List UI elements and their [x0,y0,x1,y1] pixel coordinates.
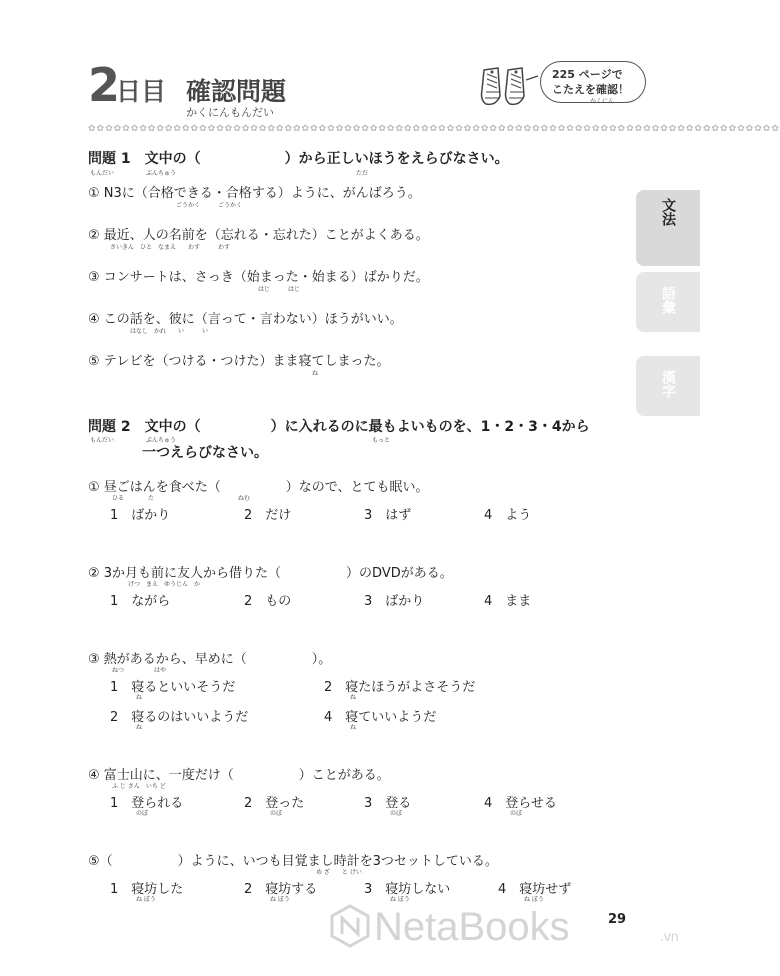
s2-q5-option-3: 3 寝坊しない [364,882,451,897]
s2-q3-option-4: 4 寝ていいようだ [324,710,437,725]
s2-q3-option-4-ruby: ね [350,724,357,731]
shoes-icon [478,66,542,110]
s2-q3-option-2-ruby: ね [350,694,357,701]
s2-question-5-ruby: め ざ と けい [316,869,362,876]
s2-question-1-ruby: ひる た ねむ [112,495,251,502]
decorative-divider: ✿✿✿✿✿✿✿✿✿✿✿✿✿✿✿✿✿✿✿✿✿✿✿✿✿✿✿✿✿✿✿✿✿✿✿✿✿✿✿✿✿✿✿✿✿✿✿✿✿✿✿✿✿✿✿✿✿✿✿✿✿✿✿✿✿✿✿✿✿✿✿✿✿✿✿✿✿✿✿✿✿ [88,124,780,134]
s2-q2-option-4: 4 まま [484,594,532,609]
page-title-reading: かくにんもんだい [186,106,274,119]
s2-question-1: ① 昼ごはんを食べた（ ）なので、とても眠い。 [88,480,429,495]
s2-question-3: ③ 熱があるから、早めに（ ）。 [88,652,332,667]
section2-title-line2: 一つえらびなさい。 [142,445,268,461]
tab-kanji-label: 漢字 [660,370,676,398]
s2-q5-option-2: 2 寝坊する [244,882,318,897]
s2-q4-option-4: 4 登らせる [484,796,557,811]
section1-ruby-mondai: もんだい [90,170,115,177]
s2-q4-option-1-ruby: のぼ [136,810,149,817]
s1-question-3-ruby: はじ はじ [258,286,301,293]
section2-ruby-mondai: もんだい [90,437,115,444]
tab-grammar-label: 文法 [660,198,676,226]
day-number: 2 [88,58,121,112]
s2-q1-option-2: 2 だけ [244,508,292,523]
s2-question-4-ruby: ふ じ さん いち ど [112,783,166,790]
s1-question-3: ③ コンサートは、さっき（始まった・始まる）ばかりだ。 [88,270,429,285]
bubble-text-line2: こたえを確認！ [552,83,629,96]
s2-q2-option-1: 1 ながら [110,594,171,609]
s2-q5-option-1: 1 寝坊した [110,882,184,897]
section1-ruby-tada: ただ [356,170,369,177]
s1-question-1: ① N3に（合格できる・合格する）ように、がんばろう。 [88,186,421,201]
watermark-text: NetaBooks [374,905,570,949]
s2-q1-option-4: 4 よう [484,508,532,523]
tab-grammar[interactable] [636,190,700,266]
section2-ruby-motto: もっと [372,437,391,444]
s2-q5-option-3-ruby: ね ぼう [390,896,410,903]
s2-q5-option-2-ruby: ね ぼう [270,896,290,903]
s2-q2-option-2: 2 もの [244,594,292,609]
s2-q4-option-3-ruby: のぼ [390,810,403,817]
tab-kanji[interactable] [636,356,700,416]
page-number: 29 [608,912,627,927]
watermark-logo-icon [330,904,370,948]
s2-q5-option-4-ruby: ね ぼう [524,896,544,903]
s2-q3-option-1: 1 寝るといいそうだ [110,680,236,695]
watermark-suffix: .vn [660,928,679,944]
tab-vocabulary[interactable] [636,272,700,332]
s2-q4-option-4-ruby: のぼ [510,810,523,817]
s1-question-5: ⑤ テレビを（つける・つけた）まま寝てしまった。 [88,354,390,369]
s2-q5-option-1-ruby: ね ぼう [136,896,156,903]
s2-q3-option-2: 2 寝たほうがよさそうだ [324,680,476,695]
s1-question-2: ② 最近、人の名前を（忘れる・忘れた）ことがよくある。 [88,228,429,243]
s2-q3-option-1-ruby: ね [136,694,143,701]
section1-title: 問題 1 文中の（ ）から正しいほうをえらびなさい。 [88,151,509,167]
s2-q2-option-3: 3 ばかり [364,594,425,609]
bubble-text-line1: 225 ページで [552,68,623,81]
s2-question-2: ② 3か月も前に友人から借りた（ ）のDVDがある。 [88,566,453,581]
s1-question-5-ruby: ね [312,370,319,377]
s1-question-1-ruby: ごうかく ごうかく [176,202,243,209]
s2-q4-option-2-ruby: のぼ [270,810,283,817]
s2-q4-option-3: 3 登る [364,796,412,811]
s2-q1-option-1: 1 ばかり [110,508,171,523]
s1-question-4: ④ この話を、彼に（言って・言わない）ほうがいい。 [88,312,403,327]
s2-q1-option-3: 3 はず [364,508,412,523]
s2-question-3-ruby: ねつ はや [112,667,167,674]
s2-q4-option-1: 1 登られる [110,796,184,811]
s2-q5-option-4: 4 寝坊せず [498,882,572,897]
section1-ruby-bunchuu: ぶんちゅう [146,170,177,177]
day-label: 日目 [116,77,167,106]
section2-title: 問題 2 文中の（ ）に入れるのに最もよいものを、1・2・3・4から [88,419,590,435]
s1-question-4-ruby: はなし かれ い い [130,328,209,335]
s1-question-2-ruby: さいきん ひと なまえ わす わす [110,244,231,251]
s2-q3-option-3: 2 寝るのはいいようだ [110,710,249,725]
s2-question-2-ruby: げつ まえ ゆうじん か [128,581,201,588]
section2-ruby-bunchuu: ぶんちゅう [146,437,177,444]
s2-question-4: ④ 富士山に、一度だけ（ ）ことがある。 [88,768,390,783]
page-title: 確認問題 [186,77,287,106]
s2-question-5: ⑤（ ）ように、いつも目覚まし時計を3つセットしている。 [88,854,498,869]
s2-q3-option-3-ruby: ね [136,724,143,731]
s2-q4-option-2: 2 登った [244,796,305,811]
bubble-ruby: かくにん [590,98,615,105]
tab-vocabulary-label: 語彙 [660,286,676,314]
